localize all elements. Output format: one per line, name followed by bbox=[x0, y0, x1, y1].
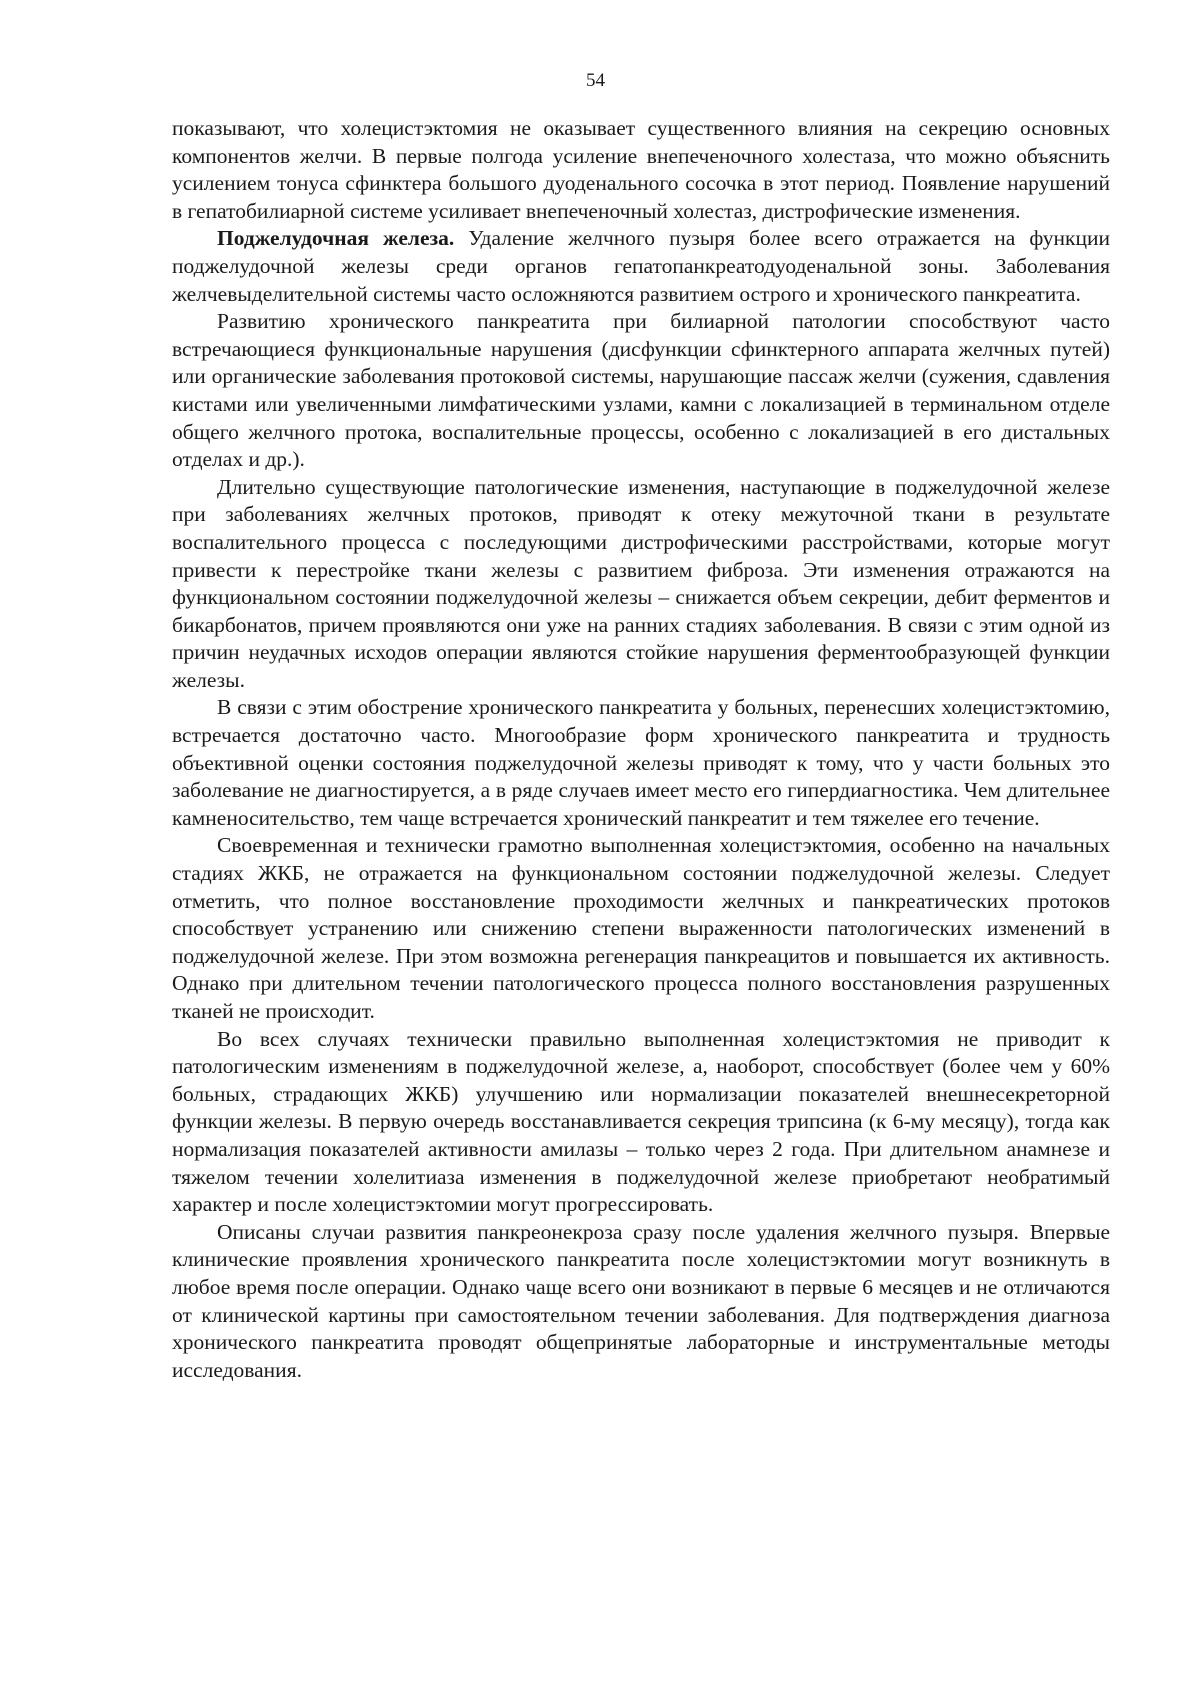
paragraph bbox=[172, 308, 1110, 474]
paragraph bbox=[172, 1026, 1110, 1219]
paragraph-text: Описаны случаи развития панкреонекроза сразу после удаления желчного пузыря. Впервые клинические проявления хронического панкреатита после холецистэктомии могут возникнуть в любое время после операции. Однако чаще всего они возникают в первые 6 месяцев и не отличаются от клинической картины при самостоятельном течении заболевания. Для подтверждения диагноза хронического панкреатита проводят общепринятые лабораторные и инструментальные методы исследования. bbox=[172, 1219, 1110, 1382]
paragraph-text: Развитию хронического панкреатита при билиарной патологии способствуют часто встречающиеся функциональные нарушения (дисфункции сфинктерного аппарата желчных путей) или органические заболевания протоковой системы, нарушающие пассаж желчи (сужения, сдавления кистами или увеличенными лимфатическими узлами, камни с локализацией в терминальном отделе общего желчного протока, воспалительные процессы, особенно с локализацией в его дистальных отделах и др.). bbox=[172, 309, 1110, 472]
paragraph-text: показывают, что холецистэктомия не оказывает существенного влияния на секрецию основных компонентов желчи. В первые полгода усиление внепеченочного холестаза, что можно объяснить усилением тонуса сфинктера большого дуоденального сосочка в этот период. Появление нарушений в гепатобилиарной системе усиливает внепеченочный холестаз, дистрофические изменения. bbox=[172, 116, 1110, 223]
paragraph-text: В связи с этим обострение хронического панкреатита у больных, перенесших холецистэктомию, встречается достаточно часто. Многообразие форм хронического панкреатита и трудность объективной оценки состояния поджелудочной железы приводят к тому, что у части больных это заболевание не диагностируется, а в ряде случаев имеет место его гипердиагностика. Чем длительнее камненосительство, тем чаще встречается хронический панкреатит и тем тяжелее его течение. bbox=[172, 695, 1110, 830]
paragraph-text: Удаление желчного пузыря более всего отражается на функции поджелудочной железы среди органов гепатопанкреатодуоденальной зоны. Заболевания желчевыделительной системы часто осложняются развитием острого и хронического панкреатита. bbox=[172, 226, 1110, 306]
paragraph-text: Длительно существующие патологические изменения, наступающие в поджелудочной железе при заболеваниях желчных протоков, приводят к отеку межуточной ткани в результате воспалительного процесса с последующими дистрофическими расстройствами, которые могут привести к перестройке ткани железы с развитием фиброза. Эти изменения отражаются на функциональном состоянии поджелудочной железы – снижается объем секреции, дебит ферментов и бикарбонатов, причем проявляются они уже на ранних стадиях заболевания. В связи с этим одной из причин неудачных исходов операции являются стойкие нарушения ферментообразующей функции железы. bbox=[172, 474, 1110, 692]
paragraph bbox=[172, 1219, 1110, 1385]
body-text bbox=[172, 115, 1110, 1384]
paragraph bbox=[172, 115, 1110, 225]
paragraph-text: Своевременная и технически грамотно выполненная холецистэктомия, особенно на начальных стадиях ЖКБ, не отражается на функциональном состоянии поджелудочной железы. Следует отметить, что полное восстановление проходимости желчных и панкреатических протоков способствует устранению или снижению степени выраженности патологических изменений в поджелудочной железе. При этом возможна регенерация панкреацитов и повышается их активность. Однако при длительном течении патологического процесса полного восстановления разрушенных тканей не происходит. bbox=[172, 833, 1110, 1023]
section-heading: Поджелудочная железа. bbox=[217, 226, 455, 251]
page-number: 54 bbox=[586, 70, 605, 91]
paragraph bbox=[172, 694, 1110, 832]
paragraph-text: Во всех случаях технически правильно выполненная холецистэктомия не приводит к патологическим изменениям в поджелудочной железе, а, наоборот, способствует (более чем у 60% больных, страдающих ЖКБ) улучшению или нормализации показателей внешнесекреторной функции железы. В первую очередь восстанавливается секреция трипсина (к 6-му месяцу), тогда как нормализация показателей активности амилазы – только через 2 года. При длительном анамнезе и тяжелом течении холелитиаза изменения в поджелудочной железе приобретают необратимый характер и после холецистэктомии могут прогрессировать. bbox=[172, 1026, 1110, 1217]
paragraph bbox=[172, 474, 1110, 695]
paragraph bbox=[172, 832, 1110, 1025]
paragraph-with-heading bbox=[172, 225, 1110, 308]
